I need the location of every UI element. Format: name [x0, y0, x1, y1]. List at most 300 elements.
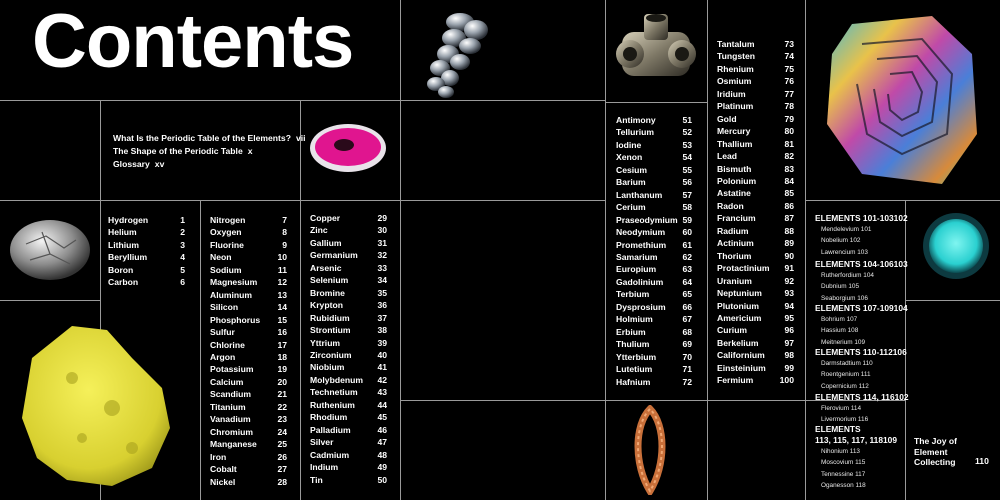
- toc-entry-californium[interactable]: [717, 349, 794, 361]
- toc-entry-ruthenium[interactable]: [310, 399, 387, 411]
- toc-entry-silver[interactable]: [310, 436, 387, 448]
- element-name: Phosphorus: [210, 314, 261, 325]
- page-number: 16: [277, 327, 287, 338]
- toc-entry-arsenic[interactable]: [310, 262, 387, 274]
- group-114-116[interactable]: ELEMENTS 114, 116 102 Flerovium 114 Livermorium 116: [815, 392, 909, 424]
- page-number: 62: [682, 251, 692, 262]
- toc-entry-polonium[interactable]: [717, 175, 794, 187]
- element-name: Osmium: [717, 76, 752, 87]
- toc-entry-palladium[interactable]: [310, 424, 387, 436]
- toc-entry-cadmium[interactable]: [310, 449, 387, 461]
- toc-entry-chromium[interactable]: [210, 426, 287, 438]
- toc-column-5: [717, 38, 794, 387]
- element-name: Rubidium: [310, 312, 350, 323]
- group-110-112[interactable]: ELEMENTS 110-112 106 Darmstadtium 110 Roentgenium 111 Copernicium 112: [815, 347, 907, 390]
- toc-entry-xenon[interactable]: [616, 151, 692, 163]
- element-name: Copper: [310, 213, 341, 223]
- toc-entry-calcium[interactable]: [210, 376, 287, 388]
- page-number: 38: [377, 325, 387, 336]
- element-name: Tin: [310, 474, 323, 485]
- page-number: 32: [377, 250, 387, 261]
- element-name: Strontium: [310, 325, 351, 336]
- toc-column-1: [108, 214, 185, 289]
- element-name: Bismuth: [717, 163, 752, 174]
- page-number: 8: [282, 227, 287, 238]
- page-number: 1: [180, 215, 185, 225]
- page-number: 39: [377, 337, 387, 348]
- toc-entry-zinc[interactable]: [310, 224, 387, 236]
- toc-entry-actinium[interactable]: [717, 237, 794, 249]
- page-number: 84: [784, 175, 794, 186]
- page-number: 44: [377, 399, 387, 410]
- page-number: 50: [377, 474, 387, 485]
- toc-entry[interactable]: The Shape of the Periodic Table x: [113, 146, 253, 156]
- page-number: 27: [277, 464, 287, 475]
- element-name: Titanium: [210, 401, 246, 412]
- toc-entry-thorium[interactable]: [717, 250, 794, 262]
- toc-entry-thulium[interactable]: [616, 338, 692, 350]
- toc-entry-beryllium[interactable]: [108, 251, 185, 263]
- toc-entry-uranium[interactable]: [717, 275, 794, 287]
- element-name: Iridium: [717, 88, 746, 99]
- page-number: 95: [784, 312, 794, 323]
- element-name: Sulfur: [210, 327, 235, 338]
- element-name: Einsteinium: [717, 362, 766, 373]
- toc-entry-berkelium[interactable]: [717, 337, 794, 349]
- page-number: 72: [682, 376, 692, 387]
- page-number: 23: [277, 414, 287, 425]
- element-name: Yttrium: [310, 337, 341, 348]
- intro-list: [113, 132, 306, 171]
- page-number: 53: [682, 139, 692, 150]
- page-number: 97: [784, 337, 794, 348]
- page-number: 2: [180, 227, 185, 238]
- toc-entry-protactinium[interactable]: [717, 262, 794, 274]
- page-number: 31: [377, 237, 387, 248]
- toc-entry-nitrogen[interactable]: [210, 214, 287, 226]
- toc-entry-americium[interactable]: [717, 312, 794, 324]
- page-number: 21: [277, 389, 287, 400]
- element-name: Uranium: [717, 275, 752, 286]
- toc-entry-yttrium[interactable]: [310, 337, 387, 349]
- divider-line: [605, 102, 707, 103]
- page-number: 75: [784, 63, 794, 74]
- element-name: Cerium: [616, 202, 646, 213]
- toc-entry-neodymium[interactable]: [616, 226, 692, 238]
- toc-entry-hydrogen[interactable]: [108, 214, 185, 226]
- toc-entry-iron[interactable]: [210, 451, 287, 463]
- page-number: 11: [277, 264, 287, 275]
- toc-entry-barium[interactable]: [616, 176, 692, 188]
- toc-entry-promethium[interactable]: [616, 239, 692, 251]
- page-number: 90: [784, 250, 794, 261]
- page-number: 81: [784, 138, 794, 149]
- toc-entry-chlorine[interactable]: [210, 339, 287, 351]
- element-name: Beryllium: [108, 252, 148, 263]
- page-number: 36: [377, 300, 387, 311]
- page-number: 58: [682, 202, 692, 213]
- page-number: 94: [784, 300, 794, 311]
- element-name: Lead: [717, 151, 738, 162]
- page-number: 9: [282, 239, 287, 250]
- page-number: 28: [277, 476, 287, 487]
- element-name: Ruthenium: [310, 399, 355, 410]
- toc-entry-lead[interactable]: [717, 150, 794, 162]
- toc-entry-lithium[interactable]: [108, 239, 185, 251]
- element-name: Neptunium: [717, 288, 762, 299]
- toc-entry-radium[interactable]: [717, 225, 794, 237]
- element-name: Calcium: [210, 376, 244, 387]
- toc-entry-tantalum[interactable]: [717, 38, 794, 50]
- page-number: 52: [682, 127, 692, 138]
- toc-entry-antimony[interactable]: [616, 114, 692, 126]
- element-name: Gallium: [310, 237, 342, 248]
- toc-entry-vanadium[interactable]: [210, 413, 287, 425]
- element-name: Hafnium: [616, 376, 651, 387]
- element-name: Selenium: [310, 275, 349, 286]
- element-name: Germanium: [310, 250, 358, 261]
- element-name: Neodymium: [616, 227, 666, 238]
- element-name: Lanthanum: [616, 189, 663, 200]
- element-name: Technetium: [310, 387, 358, 398]
- divider-line: [400, 400, 805, 401]
- element-name: Indium: [310, 462, 339, 473]
- page-number: 64: [682, 276, 692, 287]
- toc-entry-titanium[interactable]: [210, 401, 287, 413]
- divider-line: [605, 0, 606, 500]
- toc-entry-technetium[interactable]: [310, 386, 387, 398]
- element-name: Platinum: [717, 101, 754, 112]
- page-number: 41: [377, 362, 387, 373]
- toc-entry-nickel[interactable]: [210, 476, 287, 488]
- toc-column-4: [616, 114, 692, 388]
- toc-entry-iridium[interactable]: [717, 88, 794, 100]
- sulfur-rock-sample-image: [12, 318, 172, 488]
- element-name: Lutetium: [616, 364, 653, 375]
- element-name: Tantalum: [717, 39, 755, 49]
- toc-entry-lutetium[interactable]: [616, 363, 692, 375]
- element-name: Zinc: [310, 225, 328, 236]
- toc-entry-rhodium[interactable]: [310, 411, 387, 423]
- page-number: 12: [277, 277, 287, 288]
- page-number: 30: [377, 225, 387, 236]
- page-number: 7: [282, 215, 287, 225]
- toc-entry-argon[interactable]: [210, 351, 287, 363]
- page-number: 3: [180, 239, 185, 250]
- toc-entry-sodium[interactable]: [210, 264, 287, 276]
- element-name: Cadmium: [310, 449, 350, 460]
- toc-entry-osmium[interactable]: [717, 75, 794, 87]
- group-113-118[interactable]: ELEMENTS 113, 115, 117, 118 109 Nihonium 113 Moscovium 115 Tennessine 117 Oganesson 118: [815, 424, 897, 489]
- element-name: Rhodium: [310, 412, 348, 423]
- page-number: 92: [784, 275, 794, 286]
- group-101-103[interactable]: ELEMENTS 101-103 102 Mendelevium 101 Nobelium 102 Lawrencium 103: [815, 213, 908, 256]
- toc-entry-europium[interactable]: [616, 263, 692, 275]
- page-number: 69: [682, 339, 692, 350]
- toc-entry-platinum[interactable]: [717, 100, 794, 112]
- toc-entry-strontium[interactable]: [310, 324, 387, 336]
- element-name: Nitrogen: [210, 215, 246, 225]
- page-number: 89: [784, 238, 794, 249]
- element-name: Radium: [717, 225, 749, 236]
- toc-entry-ytterbium[interactable]: [616, 351, 692, 363]
- element-name: Astatine: [717, 188, 751, 199]
- element-name: Thallium: [717, 138, 753, 149]
- toc-entry-indium[interactable]: [310, 461, 387, 473]
- page-number: 5: [180, 264, 185, 275]
- element-name: Samarium: [616, 251, 658, 262]
- element-name: Actinium: [717, 238, 754, 249]
- element-name: Praseodymium: [616, 214, 678, 225]
- toc-entry-bismuth[interactable]: [717, 163, 794, 175]
- page-number: 33: [377, 262, 387, 273]
- toc-column-2: [210, 214, 287, 488]
- toc-entry-rhenium[interactable]: [717, 63, 794, 75]
- toc-entry-carbon[interactable]: [108, 276, 185, 288]
- page-number: 88: [784, 225, 794, 236]
- element-name: Dysprosium: [616, 301, 666, 312]
- toc-entry-niobium[interactable]: [310, 361, 387, 373]
- toc-entry-terbium[interactable]: [616, 288, 692, 300]
- element-name: Curium: [717, 325, 748, 336]
- element-name: Scandium: [210, 389, 252, 400]
- toc-entry-joy[interactable]: The Joy of Element Collecting: [914, 436, 957, 467]
- element-name: Aluminum: [210, 289, 253, 300]
- page-number: 46: [377, 424, 387, 435]
- toc-entry-astatine[interactable]: [717, 187, 794, 199]
- toc-entry-scandium[interactable]: [210, 388, 287, 400]
- toc-entry-aluminum[interactable]: [210, 289, 287, 301]
- toc-entry-helium[interactable]: [108, 226, 185, 238]
- divider-line: [0, 200, 605, 201]
- element-name: Promethium: [616, 239, 667, 250]
- element-name: Radon: [717, 200, 744, 211]
- element-name: Cobalt: [210, 464, 237, 475]
- page-number: 65: [682, 289, 692, 300]
- element-name: Americium: [717, 312, 762, 323]
- toc-entry-joy-page: 110: [975, 456, 989, 466]
- toc-entry-cesium[interactable]: [616, 164, 692, 176]
- toc-entry-tungsten[interactable]: [717, 50, 794, 62]
- element-name: Iron: [210, 451, 227, 462]
- page-number: 87: [784, 213, 794, 224]
- toc-entry-neon[interactable]: [210, 251, 287, 263]
- toc-entry-hafnium[interactable]: [616, 376, 692, 388]
- divider-line: [0, 300, 100, 301]
- page-number: 22: [277, 401, 287, 412]
- page-number: 37: [377, 312, 387, 323]
- element-name: Holmium: [616, 314, 653, 325]
- toc-entry-gadolinium[interactable]: [616, 276, 692, 288]
- page-number: 71: [682, 364, 692, 375]
- page-number: 60: [682, 227, 692, 238]
- page-number: 19: [277, 364, 287, 375]
- element-name: Plutonium: [717, 300, 760, 311]
- page-number: 15: [277, 314, 287, 325]
- toc-entry-germanium[interactable]: [310, 249, 387, 261]
- element-name: Nickel: [210, 476, 236, 487]
- element-name: Ytterbium: [616, 351, 657, 362]
- toc-entry-phosphorus[interactable]: [210, 314, 287, 326]
- page-number: 86: [784, 200, 794, 211]
- mercury-sample-image: [420, 10, 495, 98]
- element-name: Berkelium: [717, 337, 759, 348]
- page-number: 79: [784, 113, 794, 124]
- toc-entry-oxygen[interactable]: [210, 226, 287, 238]
- element-name: Silicon: [210, 302, 239, 313]
- toc-entry-boron[interactable]: [108, 264, 185, 276]
- page-number: 59: [682, 214, 692, 225]
- toc-entry-krypton[interactable]: [310, 299, 387, 311]
- page-number: 96: [784, 325, 794, 336]
- toc-entry-thallium[interactable]: [717, 138, 794, 150]
- page-number: 74: [784, 51, 794, 62]
- toc-entry-einsteinium[interactable]: [717, 362, 794, 374]
- element-name: Thulium: [616, 339, 650, 350]
- page-number: 42: [377, 374, 387, 385]
- page-number: 35: [377, 287, 387, 298]
- toc-entry-zirconium[interactable]: [310, 349, 387, 361]
- page-number: 13: [277, 289, 287, 300]
- toc-entry[interactable]: Glossary xv: [113, 159, 165, 169]
- toc-entry-tin[interactable]: [310, 474, 387, 486]
- page-number: 49: [377, 462, 387, 473]
- page-number: 100: [779, 375, 794, 386]
- group-104-106[interactable]: ELEMENTS 104-106 103 Rutherfordium 104 Dubnium 105 Seaborgium 106: [815, 259, 908, 302]
- toc-entry-bromine[interactable]: [310, 287, 387, 299]
- toc-entry-copper[interactable]: [310, 212, 387, 224]
- toc-entry-erbium[interactable]: [616, 326, 692, 338]
- toc-entry[interactable]: What Is the Periodic Table of the Elements? vii: [113, 133, 306, 143]
- element-name: Lithium: [108, 239, 140, 250]
- page-number: 10: [277, 252, 287, 263]
- metal-fitting-sample-image: [612, 10, 700, 90]
- element-name: Californium: [717, 350, 765, 361]
- element-name: Palladium: [310, 424, 351, 435]
- page-number: 85: [784, 188, 794, 199]
- toc-entry-praseodymium[interactable]: [616, 214, 692, 226]
- toc-entry-fermium[interactable]: [717, 374, 794, 386]
- element-name: Thorium: [717, 250, 752, 261]
- element-name: Gadolinium: [616, 276, 664, 287]
- page-number: 40: [377, 349, 387, 360]
- element-name: Carbon: [108, 277, 139, 288]
- toc-entry-silicon[interactable]: [210, 301, 287, 313]
- toc-entry-gallium[interactable]: [310, 237, 387, 249]
- toc-entry-rubidium[interactable]: [310, 312, 387, 324]
- divider-line: [400, 0, 401, 500]
- element-name: Rhenium: [717, 63, 754, 74]
- element-name: Chlorine: [210, 339, 245, 350]
- toc-entry-neptunium[interactable]: [717, 287, 794, 299]
- toc-entry-manganese[interactable]: [210, 438, 287, 450]
- element-name: Cesium: [616, 164, 648, 175]
- element-name: Argon: [210, 351, 236, 362]
- divider-line: [200, 200, 201, 500]
- toc-entry-potassium[interactable]: [210, 363, 287, 375]
- toc-entry-selenium[interactable]: [310, 274, 387, 286]
- bismuth-crystal-sample-image: [822, 14, 982, 189]
- toc-entry-magnesium[interactable]: [210, 276, 287, 288]
- page-number: 70: [682, 351, 692, 362]
- element-name: Sodium: [210, 264, 242, 275]
- page-number: 68: [682, 326, 692, 337]
- element-name: Niobium: [310, 362, 345, 373]
- toc-entry-tellurium[interactable]: [616, 126, 692, 138]
- page-number: 78: [784, 101, 794, 112]
- toc-entry-plutonium[interactable]: [717, 300, 794, 312]
- toc-entry-radon[interactable]: [717, 200, 794, 212]
- page-title: Contents: [32, 0, 354, 84]
- toc-entry-molybdenum[interactable]: [310, 374, 387, 386]
- page-number: 67: [682, 314, 692, 325]
- toc-entry-sulfur[interactable]: [210, 326, 287, 338]
- element-name: Gold: [717, 113, 737, 124]
- toc-column-3: [310, 212, 387, 486]
- page-number: 73: [784, 39, 794, 49]
- toc-entry-dysprosium[interactable]: [616, 301, 692, 313]
- element-name: Tellurium: [616, 127, 655, 138]
- element-name: Silver: [310, 437, 334, 448]
- page-number: 48: [377, 449, 387, 460]
- toc-entry-mercury[interactable]: [717, 125, 794, 137]
- glowing-dish-sample-image: [920, 210, 992, 282]
- element-name: Xenon: [616, 152, 643, 163]
- page-number: 55: [682, 164, 692, 175]
- element-name: Barium: [616, 177, 646, 188]
- page-number: 76: [784, 76, 794, 87]
- element-name: Oxygen: [210, 227, 242, 238]
- page-number: 54: [682, 152, 692, 163]
- toc-entry-iodine[interactable]: [616, 139, 692, 151]
- divider-line: [707, 0, 708, 500]
- page-number: 82: [784, 151, 794, 162]
- toc-entry-holmium[interactable]: [616, 313, 692, 325]
- toc-entry-fluorine[interactable]: [210, 239, 287, 251]
- toc-entry-lanthanum[interactable]: [616, 189, 692, 201]
- element-name: Potassium: [210, 364, 254, 375]
- page-number: 57: [682, 189, 692, 200]
- toc-entry-cerium[interactable]: [616, 201, 692, 213]
- group-107-109[interactable]: ELEMENTS 107-109 104 Bohrium 107 Hassium 108 Meitnerium 109: [815, 303, 908, 346]
- element-name: Manganese: [210, 439, 257, 450]
- pink-dish-sample-image: [308, 118, 388, 176]
- element-name: Antimony: [616, 115, 656, 125]
- page-number: 61: [682, 239, 692, 250]
- toc-entry-francium[interactable]: [717, 212, 794, 224]
- page-number: 83: [784, 163, 794, 174]
- divider-line: [0, 100, 605, 101]
- element-name: Tungsten: [717, 51, 756, 62]
- page-number: 77: [784, 88, 794, 99]
- page-number: 99: [784, 362, 794, 373]
- page-number: 98: [784, 350, 794, 361]
- toc-entry-gold[interactable]: [717, 113, 794, 125]
- page-number: 4: [180, 252, 185, 263]
- element-name: Iodine: [616, 139, 642, 150]
- page-number: 91: [784, 263, 794, 274]
- toc-entry-curium[interactable]: [717, 324, 794, 336]
- page-number: 93: [784, 288, 794, 299]
- element-name: Molybdenum: [310, 374, 363, 385]
- page-number: 18: [277, 351, 287, 362]
- toc-entry-cobalt[interactable]: [210, 463, 287, 475]
- element-name: Bromine: [310, 287, 345, 298]
- element-name: Erbium: [616, 326, 646, 337]
- element-name: Polonium: [717, 175, 757, 186]
- page-number: 6: [180, 277, 185, 288]
- toc-entry-samarium[interactable]: [616, 251, 692, 263]
